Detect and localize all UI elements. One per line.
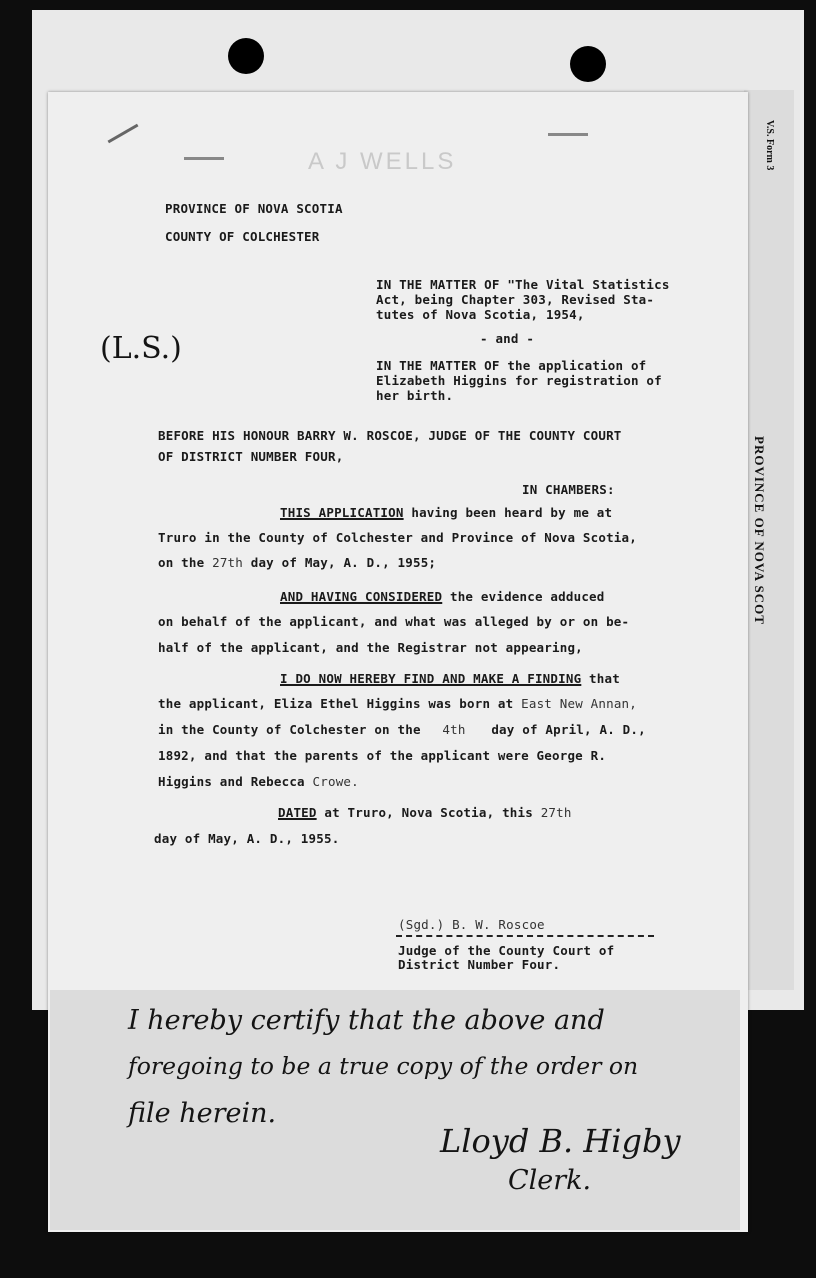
- county-heading: COUNTY OF COLCHESTER: [165, 229, 320, 244]
- body-line: 1892, and that the parents of the applicant were George R.: [158, 748, 607, 763]
- matter-line: IN THE MATTER OF "The Vital Statistics: [376, 277, 670, 292]
- body-line: half of the applicant, and the Registrar not appearing,: [158, 640, 583, 655]
- body-text: Higgins and Rebecca: [158, 774, 305, 789]
- body-line-9: [158, 722, 646, 737]
- staple: [548, 133, 588, 136]
- body-line-4: [280, 589, 605, 604]
- body-line: day of May, A. D., 1955.: [154, 831, 340, 846]
- application-heading: THIS APPLICATION: [280, 505, 404, 520]
- body-line-7: [280, 671, 620, 686]
- mother-surname: Crowe.: [312, 774, 359, 789]
- body-line-8: [158, 696, 637, 711]
- in-chambers: IN CHAMBERS:: [522, 482, 615, 497]
- body-text: the applicant, Eliza Ethel Higgins was born at: [158, 696, 514, 711]
- body-text: day of May, A. D., 1955;: [250, 555, 437, 570]
- body-text: in the County of Colchester on the: [158, 722, 421, 737]
- staple: [184, 157, 224, 160]
- matter-line: her birth.: [376, 388, 454, 403]
- and-separator: - and -: [480, 331, 535, 346]
- ls-seal-mark: (L.S.): [100, 331, 182, 366]
- body-line-11: [158, 774, 359, 789]
- letterhead-watermark: A J WELLS: [308, 148, 457, 175]
- matter-line: Elizabeth Higgins for registration of: [376, 373, 662, 388]
- considered-heading: AND HAVING CONSIDERED: [280, 589, 443, 604]
- hearing-day: 27th: [212, 555, 243, 570]
- body-text: at Truro, Nova Scotia, this: [324, 805, 533, 820]
- signed-by: (Sgd.) B. W. Roscoe: [398, 917, 545, 932]
- body-line-1: [280, 505, 612, 520]
- finding-heading: I DO NOW HEREBY FIND AND MAKE A FINDING: [280, 671, 582, 686]
- form-label: V.S. Form 3: [764, 120, 775, 171]
- certification-line: file herein.: [128, 1098, 277, 1129]
- signature-line: [396, 935, 654, 937]
- certification-line: foregoing to be a true copy of the order on: [128, 1052, 639, 1080]
- body-text: the evidence adduced: [449, 589, 605, 604]
- judge-title: Judge of the County Court of: [398, 943, 615, 958]
- body-text: day of April, A. D.,: [491, 722, 646, 737]
- punch-hole-left: [228, 38, 264, 74]
- judge-title: District Number Four.: [398, 957, 561, 972]
- certification-line: I hereby certify that the above and: [128, 1005, 605, 1036]
- side-label: PROVINCE OF NOVA SCOT: [752, 436, 767, 625]
- birth-day: 4th: [442, 722, 466, 737]
- province-heading: PROVINCE OF NOVA SCOTIA: [165, 201, 343, 216]
- dated-day: 27th: [540, 805, 572, 820]
- birth-place: East New Annan,: [521, 696, 638, 711]
- body-line: Truro in the County of Colchester and Province of Nova Scotia,: [158, 530, 637, 545]
- body-line-12: [278, 805, 572, 820]
- dated-heading: DATED: [278, 805, 317, 820]
- clerk-signature: Lloyd B. Higby: [440, 1122, 681, 1160]
- matter-line: IN THE MATTER OF the application of: [376, 358, 647, 373]
- matter-line: Act, being Chapter 303, Revised Sta-: [376, 292, 655, 307]
- punch-hole-right: [570, 46, 606, 82]
- body-line-3: [158, 555, 436, 570]
- matter-line: tutes of Nova Scotia, 1954,: [376, 307, 585, 322]
- body-text: on the: [158, 555, 205, 570]
- before-line: BEFORE HIS HONOUR BARRY W. ROSCOE, JUDGE OF THE COUNTY COURT: [158, 428, 622, 443]
- clerk-role: Clerk.: [508, 1165, 592, 1196]
- before-line: OF DISTRICT NUMBER FOUR,: [158, 449, 344, 464]
- body-text: that: [589, 671, 620, 686]
- body-line: on behalf of the applicant, and what was alleged by or on be-: [158, 614, 630, 629]
- body-text: having been heard by me at: [411, 505, 613, 520]
